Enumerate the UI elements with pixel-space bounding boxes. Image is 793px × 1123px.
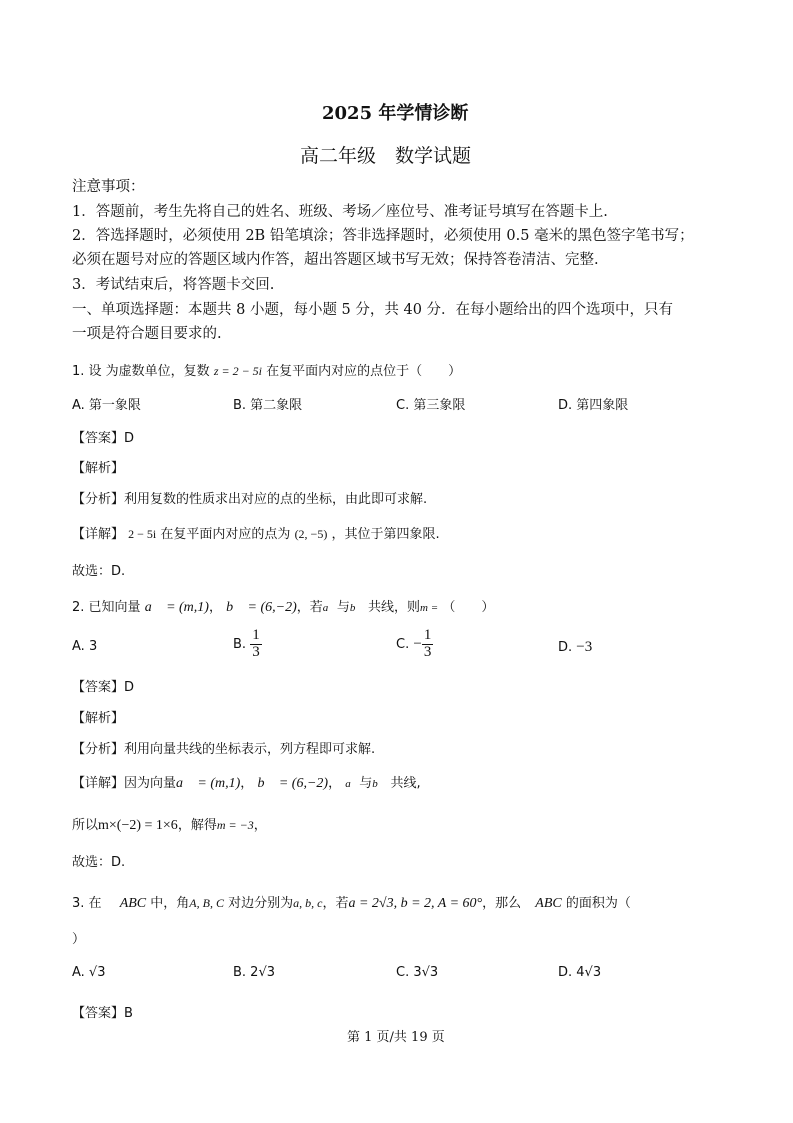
q2-detail-a-ref: a⃗: [345, 778, 360, 790]
q2-option-a-label: A.: [72, 639, 89, 654]
q2-fenxi: 【分析】利用向量共线的坐标表示，列方程即可求解.: [72, 742, 376, 757]
q2-detail-text-d: 共线,: [390, 776, 421, 791]
q3-angles: A, B, C: [189, 896, 224, 910]
q3-sides: a, b, c: [293, 896, 323, 910]
q3-stem-text-b: 中，角: [150, 896, 190, 911]
q1-detail-text-b: 在复平面内对应的点为: [160, 527, 291, 542]
q3-answer: 【答案】B: [72, 1006, 133, 1021]
q2-option-c-sign: −: [413, 635, 422, 652]
q1-option-b: B. 第二象限: [233, 398, 303, 413]
q2-vec-b-ref: b⃗: [349, 602, 364, 614]
q2-option-c-den: 3: [423, 643, 432, 660]
notice-item-2-cont: 必须在题号对应的答题区域内作答，超出答题区域书写无效；保持答卷清洁、完整.: [72, 252, 599, 268]
q2-option-b-num: 1: [252, 627, 260, 643]
q3-option-d: D. 4√3: [558, 965, 602, 980]
q2-answer: 【答案】D: [72, 680, 135, 695]
q1-detail-point: (2, −5): [294, 527, 328, 541]
q2-analysis-tag: 【解析】: [72, 711, 125, 726]
q2-detail-b-ref: b⃗: [372, 778, 387, 790]
notice-item-1: 1．答题前，考生先将自己的姓名、班级、考场／座位号、准考证号填写在答题卡上.: [72, 204, 608, 220]
q2-option-a-value: 3: [88, 639, 98, 654]
q2-detail: [72, 772, 421, 792]
q3-conditions: a = 2√3, b = 2, A = 60°: [348, 896, 483, 911]
q2-solution-text-c: ，: [253, 818, 267, 833]
q1-detail-tag: 【详解】: [72, 527, 125, 542]
q2-option-b-fraction: [250, 628, 262, 661]
q2-option-b-label: B.: [233, 636, 251, 652]
q2-detail-tag: 【详解】因为向量: [72, 776, 177, 791]
q3-stem-text-e: ，那么: [482, 896, 522, 911]
q2-detail-text-b: ，: [328, 776, 342, 791]
notice-item-3: 3．考试结束后，将答题卡交回.: [72, 277, 275, 293]
q2-option-b: [233, 628, 262, 661]
q2-stem-text-b: ，若: [296, 600, 323, 615]
q1-stem-formula: z = 2 − 5i: [213, 364, 263, 378]
q2-detail-vec-b: b⃗ = (6,−2): [257, 776, 329, 791]
q2-option-c: [396, 628, 433, 661]
q2-sep: ，: [208, 600, 222, 615]
q3-stem: [72, 892, 631, 912]
q3-option-b: B. 2√3: [233, 965, 276, 980]
doc-title: 2025 年学情诊断: [322, 103, 469, 124]
q1-stem: [72, 360, 461, 379]
q3-stem-text-c: 对边分别为: [228, 896, 294, 911]
q1-analysis-tag: 【解析】: [72, 461, 125, 476]
q2-detail-text-c: 与: [359, 776, 373, 791]
q1-option-c: C. 第三象限: [396, 398, 466, 413]
q2-vector-a: a⃗ = (m,1): [144, 600, 209, 615]
q3-option-a: A. √3: [72, 965, 106, 980]
q1-stem-text-b: 在复平面内对应的点位于（ ）: [266, 364, 462, 379]
doc-subtitle: 高二年级 数学试题: [300, 145, 472, 167]
q2-stem-text-c: 与: [336, 600, 350, 615]
q2-option-d-value: −3: [576, 639, 593, 655]
q1-fenxi: 【分析】利用复数的性质求出对应的点的坐标，由此即可求解.: [72, 492, 428, 507]
q1-answer: 【答案】D: [72, 431, 135, 446]
q2-option-d-label: D.: [558, 640, 577, 655]
q2-option-d: [558, 639, 592, 656]
q1-choice: 故选：D.: [72, 564, 126, 579]
q2-stem-text-d: 共线，则: [368, 600, 421, 615]
q2-choice: 故选：D.: [72, 855, 126, 870]
q2-detail-sep: ，: [240, 776, 254, 791]
q3-triangle-1: ABC: [119, 896, 147, 911]
section-heading-line1: 一、单项选择题：本题共 8 小题，每小题 5 分，共 40 分．在每小题给出的四个选项中，只有: [72, 302, 674, 318]
q2-solution-text-a: 所以: [72, 818, 99, 833]
notice-heading: 注意事项：: [72, 179, 145, 195]
q1-option-d: D. 第四象限: [558, 398, 629, 413]
notice-item-2: 2．答选择题时，必须使用 2B 铅笔填涂；答非选择题时，必须使用 0.5 毫米的黑色签字笔书写；: [72, 228, 694, 244]
q3-stem-text-d: ，若: [322, 896, 349, 911]
q2-stem-text-e: （ ）: [442, 600, 495, 615]
q2-vector-b: b⃗ = (6,−2): [226, 600, 297, 615]
q1-stem-text-a: 1. 设 为虚数单位，复数: [72, 364, 210, 379]
q2-solution-equation: m×(−2) = 1×6: [98, 818, 178, 833]
q2-option-b-den: 3: [252, 643, 260, 660]
q2-option-c-label: C.: [396, 636, 414, 652]
q3-stem-text-a: 3. 在: [72, 896, 102, 911]
q2-option-a: [72, 639, 97, 654]
section-heading-line2: 一项是符合题目要求的.: [72, 326, 222, 342]
q3-option-c: C. 3√3: [396, 965, 439, 980]
q2-solution-text-b: ，解得: [177, 818, 217, 833]
q2-stem: [72, 596, 494, 616]
q3-triangle-2: ABC: [535, 896, 562, 911]
q3-stem-text-f: 的面积为（: [565, 896, 631, 911]
q2-detail-vec-a: a⃗ = (m,1): [176, 776, 241, 791]
q3-stem-cont: ）: [72, 932, 86, 947]
q2-stem-text-a: 2. 已知向量: [72, 600, 141, 615]
q1-option-a: A. 第一象限: [72, 398, 141, 413]
q1-detail-formula: 2 − 5i: [128, 527, 157, 541]
q1-detail-text-c: ，其位于第四象限.: [331, 527, 440, 542]
q2-m-eq: m =: [420, 602, 439, 614]
q2-solution-result: m = −3: [216, 818, 254, 832]
q2-vec-a-ref: a⃗: [322, 602, 337, 614]
q2-option-c-fraction: [422, 628, 434, 661]
page-footer: 第 1 页/共 19 页: [347, 1030, 445, 1045]
q2-solution: [72, 814, 267, 834]
q1-detail: [72, 523, 440, 542]
q2-option-c-num: 1: [423, 627, 432, 643]
